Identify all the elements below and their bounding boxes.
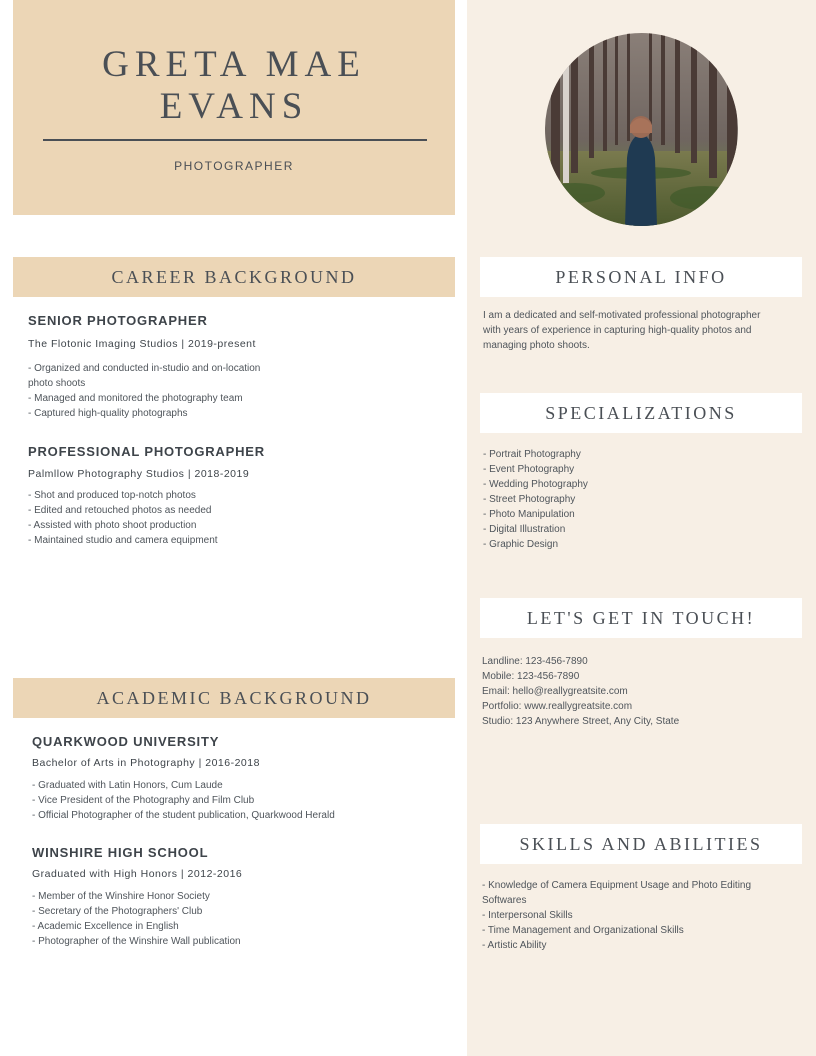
- personal-info-heading: PERSONAL INFO: [480, 257, 802, 297]
- job-company: Palmllow Photography Studios | 2018-2019: [28, 468, 250, 480]
- school-name: WINSHIRE HIGH SCHOOL: [32, 845, 209, 860]
- contact-portfolio: Portfolio: www.reallygreatsite.com: [482, 701, 633, 712]
- list-item: - Photographer of the Winshire Wall publication: [32, 936, 241, 947]
- list-item: - Vice President of the Photography and Film Club: [32, 795, 255, 806]
- full-name: [13, 44, 455, 128]
- list-item: - Artistic Ability: [482, 940, 547, 951]
- profile-photo: [545, 33, 738, 226]
- job-company: The Flotonic Imaging Studios | 2019-present: [28, 338, 256, 350]
- list-item: - Organized and conducted in-studio and on-location: [28, 363, 261, 374]
- academic-background-heading: ACADEMIC BACKGROUND: [13, 678, 455, 718]
- list-item: - Official Photographer of the student publication, Quarkwood Herald: [32, 810, 335, 821]
- list-item: - Interpersonal Skills: [482, 910, 573, 921]
- skills-list: [482, 878, 751, 953]
- name-line-2: EVANS: [159, 86, 309, 127]
- list-item: - Managed and monitored the photography team: [28, 393, 243, 404]
- career-background-heading: CAREER BACKGROUND: [13, 257, 455, 297]
- job-role: PHOTOGRAPHER: [174, 159, 294, 173]
- list-item: - Street Photography: [483, 494, 576, 505]
- school-degree: Bachelor of Arts in Photography | 2016-2018: [32, 757, 260, 769]
- job-title: PROFESSIONAL PHOTOGRAPHER: [28, 444, 265, 459]
- contact-list: [482, 654, 679, 729]
- list-item: - Knowledge of Camera Equipment Usage and Photo Editing: [482, 880, 752, 891]
- job-duties-list: [28, 361, 260, 421]
- list-item: - Assisted with photo shoot production: [28, 520, 197, 531]
- specializations-list: [483, 447, 588, 552]
- school-achievements-list: [32, 778, 335, 823]
- list-item: - Wedding Photography: [483, 479, 588, 490]
- school-degree: Graduated with High Honors | 2012-2016: [32, 868, 243, 880]
- list-item: photo shoots: [28, 378, 86, 389]
- list-item: Softwares: [482, 895, 527, 906]
- list-item: - Captured high-quality photographs: [28, 408, 188, 419]
- list-item: - Time Management and Organizational Skills: [482, 925, 684, 936]
- personal-info-text: [483, 308, 760, 353]
- text-line: with years of experience in capturing high-quality photos and: [483, 325, 752, 336]
- name-line-1: GRETA MAE: [102, 44, 366, 85]
- name-header: [13, 0, 455, 215]
- contact-mobile: Mobile: 123-456-7890: [482, 671, 580, 682]
- text-line: I am a dedicated and self-motivated professional photographer: [483, 310, 761, 321]
- contact-heading: LET'S GET IN TOUCH!: [480, 598, 802, 638]
- list-item: - Edited and retouched photos as needed: [28, 505, 212, 516]
- list-item: - Secretary of the Photographers' Club: [32, 906, 203, 917]
- job-title: SENIOR PHOTOGRAPHER: [28, 313, 208, 328]
- list-item: - Photo Manipulation: [483, 509, 575, 520]
- list-item: - Maintained studio and camera equipment: [28, 535, 218, 546]
- contact-landline: Landline: 123-456-7890: [482, 656, 588, 667]
- list-item: - Shot and produced top-notch photos: [28, 490, 196, 501]
- job-duties-list: [28, 488, 218, 548]
- list-item: - Academic Excellence in English: [32, 921, 179, 932]
- photo-woman-in-forest-icon: [545, 33, 738, 226]
- list-item: - Graduated with Latin Honors, Cum Laude: [32, 780, 223, 791]
- list-item: - Member of the Winshire Honor Society: [32, 891, 210, 902]
- list-item: - Event Photography: [483, 464, 575, 475]
- school-name: QUARKWOOD UNIVERSITY: [32, 734, 220, 749]
- name-divider: [43, 139, 427, 141]
- list-item: - Portrait Photography: [483, 449, 581, 460]
- text-line: managing photo shoots.: [483, 340, 590, 351]
- contact-studio: Studio: 123 Anywhere Street, Any City, State: [482, 716, 680, 727]
- specializations-heading: SPECIALIZATIONS: [480, 393, 802, 433]
- skills-heading: SKILLS AND ABILITIES: [480, 824, 802, 864]
- contact-email: Email: hello@reallygreatsite.com: [482, 686, 628, 697]
- list-item: - Digital Illustration: [483, 524, 566, 535]
- school-achievements-list: [32, 889, 241, 949]
- list-item: - Graphic Design: [483, 539, 559, 550]
